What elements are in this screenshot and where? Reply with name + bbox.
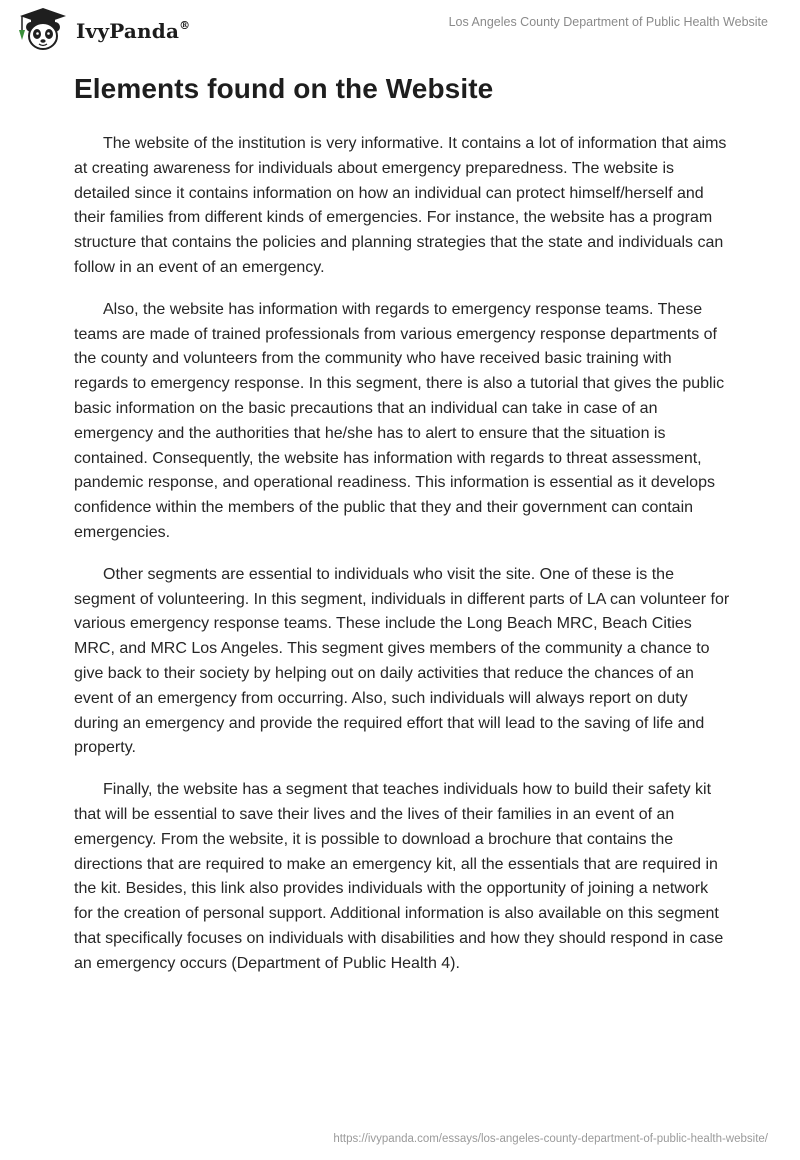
section-heading: Elements found on the Website (74, 73, 494, 104)
registered-mark: ® (179, 19, 191, 32)
paragraph: Other segments are essential to individuals who visit the site. One of these is the segment of volunteering. In this segment, individuals in different parts of LA can volunteer for various emergency response teams. These include the Long Beach MRC, Beach Cities MRC, and MRC Los Angeles. This segment gives members of the community a chance to give back to their society by helping out on daily activities that reduce the chances of an event of an emergency from occurring. Also, such individuals will always report on duty during an emergency and provide the required effort that will lead to the saving of life and property. (74, 565, 730, 757)
paragraph: Also, the website has information with regards to emergency response teams. These teams are made of trained professionals from various emergency response departments of the county and volunteers from the community who have received basic training with regards to emergency response. In this segment, there is also a tutorial that gives the public basic information on the basic precautions that an individual can take in case of an emergency and the authorities that he/she has to alert to ensure that the situation is contained. Consequently, the website has information with regards to threat assessment, pandemic response, and operational readiness. This information is essential as it develops confidence within the members of the public that they and their government can contain emergencies. (74, 300, 725, 541)
panda-graduate-icon (14, 6, 72, 52)
essay-body (74, 132, 730, 994)
brand-name: IvyPanda® (76, 19, 191, 43)
paragraph: Finally, the website has a segment that teaches individuals how to build their safety kit that will be essential to save their lives and the lives of their families in an event of an emergency. From the website, it is possible to download a brochure that contains the directions that are required to make an emergency kit, all the essentials that are required in the kit. Besides, this link also provides individuals with the opportunity of joining a network for the creation of personal support. Additional information is also available on this segment that specifically focuses on individuals with disabilities and how they should respond in case an emergency occurs (Department of Public Health 4). (74, 781, 724, 972)
ivypanda-logo[interactable] (14, 6, 190, 52)
page-header (0, 0, 800, 60)
paragraph: The website of the institution is very informative. It contains a lot of information that aims at creating awareness for individuals about emergency preparedness. The website is detailed since it contains information on how an individual can protect himself/herself and their families from different kinds of emergencies. For instance, the website has a program structure that contains the policies and planning strategies that the state and individuals can follow in an event of an emergency. (74, 135, 727, 276)
document-title: Los Angeles County Department of Public Health Website (448, 15, 768, 29)
source-url[interactable]: https://ivypanda.com/essays/los-angeles-county-department-of-public-health-website/ (333, 1133, 768, 1145)
